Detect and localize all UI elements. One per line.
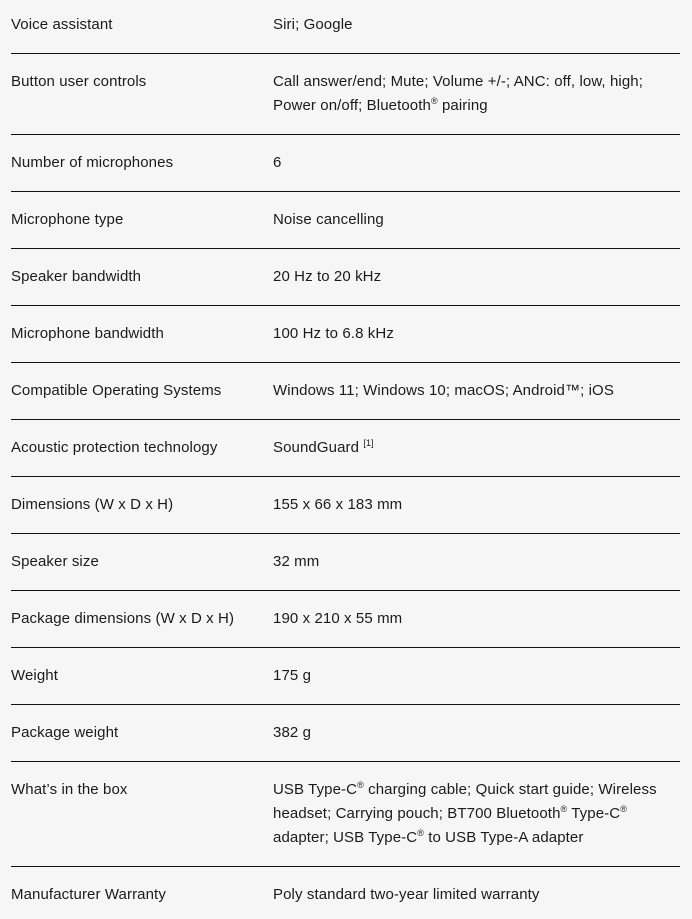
spec-value: 20 Hz to 20 kHz — [273, 268, 382, 285]
spec-row-package-weight — [11, 705, 680, 762]
spec-label: Compatible Operating Systems — [11, 382, 222, 399]
spec-value: USB Type-C® charging cable; Quick start guide; Wireless headset; Carrying pouch; BT700 Bluetooth® Type-C® adapter; USB Type-C® to USB Type-A adapter — [273, 780, 657, 846]
spec-value: 190 x 210 x 55 mm — [273, 610, 403, 627]
spec-label: Acoustic protection technology — [11, 439, 218, 456]
spec-label: Button user controls — [11, 73, 147, 90]
spec-value: 100 Hz to 6.8 kHz — [273, 325, 394, 342]
spec-row-dimensions — [11, 477, 680, 534]
spec-label: Manufacturer Warranty — [11, 886, 166, 903]
spec-row-number-of-microphones — [11, 135, 680, 192]
spec-row-speaker-size — [11, 534, 680, 591]
spec-value: 32 mm — [273, 553, 320, 570]
spec-label: Package weight — [11, 724, 119, 741]
spec-row-acoustic-protection-technology — [11, 420, 680, 477]
spec-value: 155 x 66 x 183 mm — [273, 496, 403, 513]
spec-row-compatible-operating-systems — [11, 363, 680, 420]
spec-row-manufacturer-warranty — [11, 867, 680, 919]
spec-label: Microphone bandwidth — [11, 325, 164, 342]
spec-row-weight — [11, 648, 680, 705]
spec-value: Siri; Google — [273, 16, 353, 33]
spec-label: Package dimensions (W x D x H) — [11, 610, 235, 627]
spec-row-package-dimensions — [11, 591, 680, 648]
spec-value: Call answer/end; Mute; Volume +/-; ANC: off, low, high; Power on/off; Bluetooth® pairing — [273, 73, 643, 114]
spec-value: Windows 11; Windows 10; macOS; Android™; iOS — [273, 382, 614, 399]
spec-row-whats-in-the-box — [11, 762, 680, 867]
spec-label: Number of microphones — [11, 154, 174, 171]
spec-value: 6 — [273, 154, 282, 171]
spec-row-voice-assistant — [11, 0, 680, 54]
spec-label: Dimensions (W x D x H) — [11, 496, 174, 513]
spec-label: What’s in the box — [11, 781, 128, 798]
spec-value: 382 g — [273, 724, 312, 741]
spec-row-microphone-bandwidth — [11, 306, 680, 363]
spec-value: Poly standard two-year limited warranty — [273, 886, 540, 903]
spec-value: 175 g — [273, 667, 312, 684]
spec-value: SoundGuard [1] — [273, 438, 374, 456]
spec-label: Voice assistant — [11, 16, 113, 33]
spec-label: Weight — [11, 667, 59, 684]
spec-row-microphone-type — [11, 192, 680, 249]
spec-label: Speaker size — [11, 553, 99, 570]
spec-label: Speaker bandwidth — [11, 268, 142, 285]
spec-row-button-user-controls — [11, 54, 680, 135]
spec-row-speaker-bandwidth — [11, 249, 680, 306]
spec-value: Noise cancelling — [273, 211, 384, 228]
spec-label: Microphone type — [11, 211, 124, 228]
